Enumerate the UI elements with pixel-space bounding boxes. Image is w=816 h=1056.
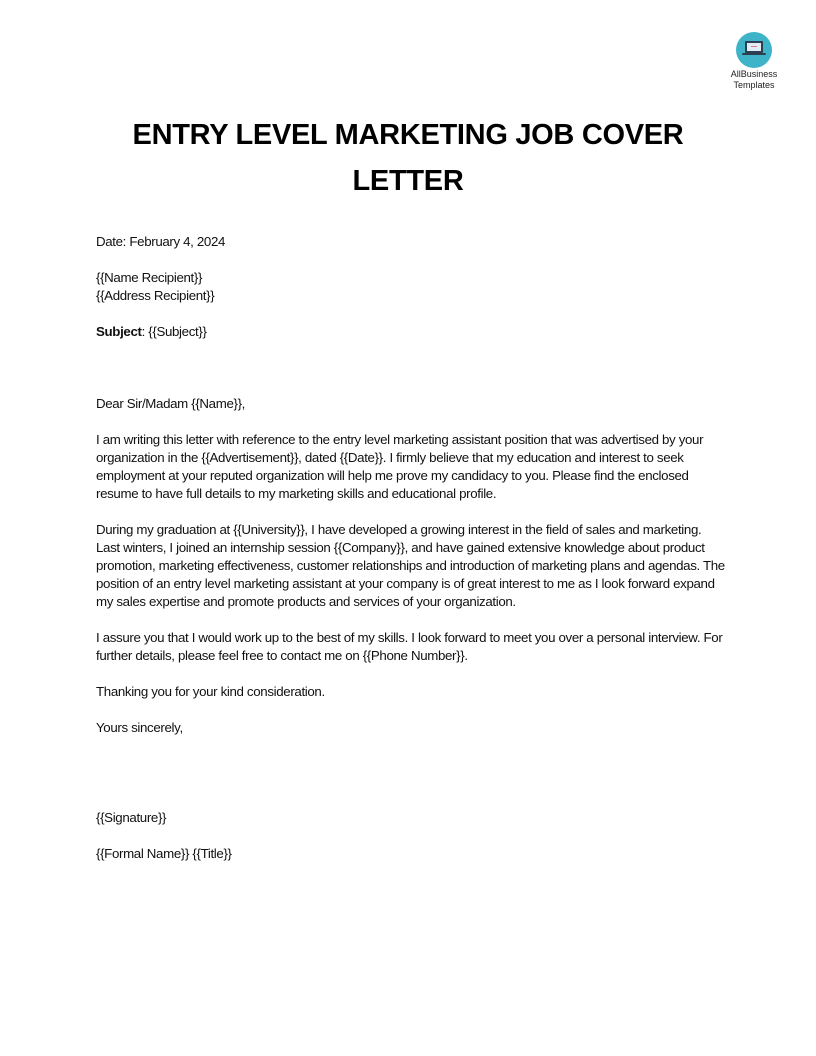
closing: Yours sincerely, bbox=[96, 720, 183, 735]
formal-name-title: {{Formal Name}} {{Title}} bbox=[96, 846, 232, 861]
subject-value: : {{Subject}} bbox=[141, 324, 207, 339]
letter-body bbox=[96, 233, 726, 863]
laptop-icon bbox=[736, 32, 772, 68]
recipient-name: {{Name Recipient}} bbox=[96, 270, 203, 285]
document-title bbox=[96, 112, 720, 204]
subject-line bbox=[96, 323, 726, 341]
paragraph-3: I assure you that I would work up to the best of my skills. I look forward to meet you over a personal interview. For further details, please feel free to contact me on {{Phone Number}}. bbox=[96, 630, 723, 663]
paragraph-1: I am writing this letter with reference to the entry level marketing assistant position that was advertised by your organization in the {{Advertisement}}, dated {{Date}}. I firmly believe that my education and interest to seek employment at your reputed organization will help me prove my candidacy to you. Please find the enclosed resume to have full details to my marketing skills and educational profile. bbox=[96, 432, 704, 501]
salutation: Dear Sir/Madam {{Name}}, bbox=[96, 396, 246, 411]
paragraph-2: During my graduation at {{University}}, I have developed a growing interest in the field of sales and marketing. Last winters, I joined an internship session {{Company}}, and have gained extensive knowledge about product promotion, marketing effectiveness, customer relationships and introduction of marketing plans and agendas. The position of an entry level marketing assistant at your company is of great interest to me as I look forward expand my sales expertise and promote products and services of your organization. bbox=[96, 522, 725, 609]
allbusiness-templates-logo bbox=[724, 32, 784, 90]
logo-text-line2: Templates bbox=[733, 80, 775, 90]
logo-text-line1: AllBusiness bbox=[730, 69, 778, 79]
title-line-2: LETTER bbox=[352, 165, 464, 197]
paragraph-4: Thanking you for your kind consideration. bbox=[96, 684, 325, 699]
recipient-address: {{Address Recipient}} bbox=[96, 288, 215, 303]
letter-date: Date: February 4, 2024 bbox=[96, 234, 226, 249]
subject-label: Subject bbox=[96, 324, 142, 339]
signature-placeholder: {{Signature}} bbox=[96, 810, 167, 825]
title-line-1: ENTRY LEVEL MARKETING JOB COVER bbox=[132, 119, 684, 151]
